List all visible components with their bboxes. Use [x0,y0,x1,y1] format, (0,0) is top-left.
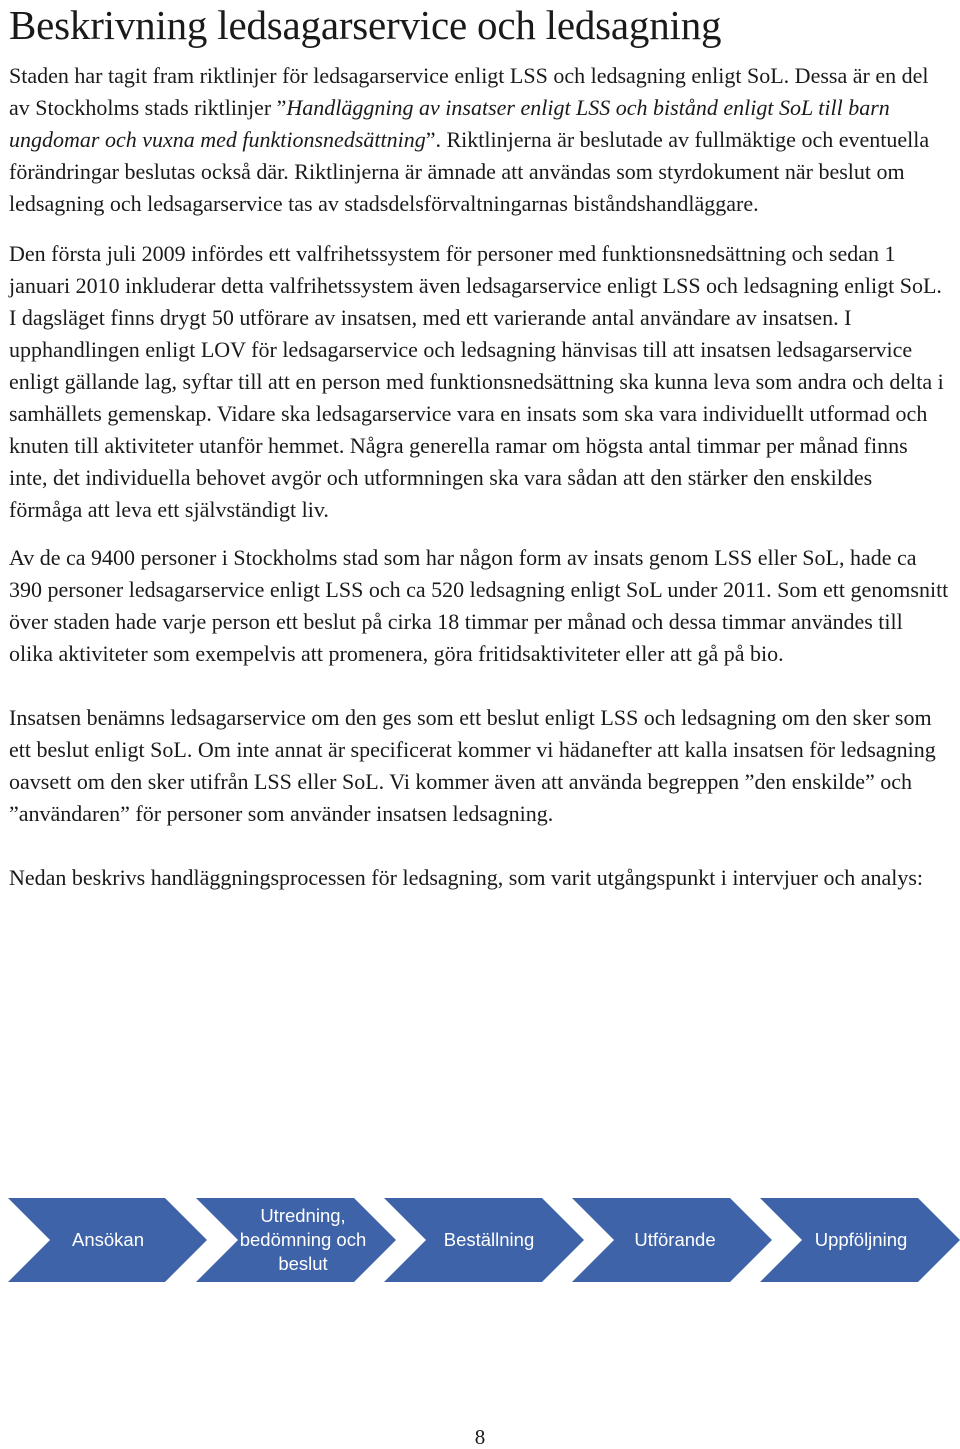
process-step-ansokan: Ansökan [72,1229,144,1250]
paragraph-text: Staden har tagit fram riktlinjer för ledsagarservice enligt LSS och ledsagning enligt SoL. Dessa är en del av Stockholms stads riktlinjer ” [9,63,929,120]
paragraph-terminology: Insatsen benämns ledsagarservice om den ges som ett beslut enligt LSS och ledsagning om den sker som ett beslut enligt SoL. Om inte annat är specificerat kommer vi hädanefter att kalla insatsen för ledsagning oavsett om den sker utifrån LSS eller SoL. Vi kommer även att använda begreppen ”den enskilde” och ”användaren” för personer som använder insatsen ledsagning. [9,705,936,826]
paragraph-text: ”. Riktlinjerna är beslutade av fullmäktige och eventuella förändringar beslutas också där. Riktlinjerna är ämnade att användas som styrdokument när beslut om ledsagning och ledsagarservice tas av stadsdelsförvaltningarnas biståndshandläggare. [9,127,930,216]
paragraph-guidelines [9,60,949,220]
paragraph-process-intro: Nedan beskrivs handläggningsprocessen för ledsagning, som varit utgångspunkt i intervjuer och analys: [9,865,924,890]
document-title: Beskrivning ledsagarservice och ledsagning [9,2,722,48]
process-step-utforande: Utförande [634,1229,716,1250]
paragraph-choice-system: Den första juli 2009 infördes ett valfrihetssystem för personer med funktionsnedsättning och sedan 1 januari 2010 inkluderar detta valfrihetssystem även ledsagarservice enligt LSS och ledsagning enligt SoL. I dagsläget finns drygt 50 utförare av insatsen, med ett varierande antal användare av insatsen. I upphandlingen enligt LOV för ledsagarservice och ledsagning hänvisas till att insatsen ledsagarservice enligt gällande lag, syftar till att en person med funktionsnedsättning ska kunna leva som andra och delta i samhällets gemenskap. Vidare ska ledsagarservice vara en insats som ska vara individuellt utformad och knuten till aktiviteter utanför hemmet. Några generella ramar om högsta antal timmar per månad finns inte, det individuella behovet avgör och utformningen ska vara sådan att den stärker den enskildes förmåga att leva ett självständigt liv. [9,241,944,522]
process-step-uppfoljning: Uppföljning [814,1229,908,1250]
process-flow-diagram [0,1198,960,1282]
process-step-utredning: Utredning, bedömning och beslut [239,1205,367,1274]
paragraph-statistics: Av de ca 9400 personer i Stockholms stad som har någon form av insats genom LSS eller SoL, hade ca 390 personer ledsagarservice enligt LSS och ca 520 ledsagning enligt SoL under 2011. Som ett genomsnitt över staden hade varje person ett beslut på cirka 18 timmar per månad och dessa timmar användes till olika aktiviteter som exempelvis att promenera, göra fritidsaktiviteter eller att gå på bio. [9,545,949,666]
process-step-bestallning: Beställning [443,1229,535,1250]
document-page [9,0,949,894]
page-number: 8 [474,1425,486,1449]
guideline-title: Handläggning av insatser enligt LSS och bistånd enligt SoL till barn ungdomar och vuxna med funktionsnedsättning [9,95,890,152]
